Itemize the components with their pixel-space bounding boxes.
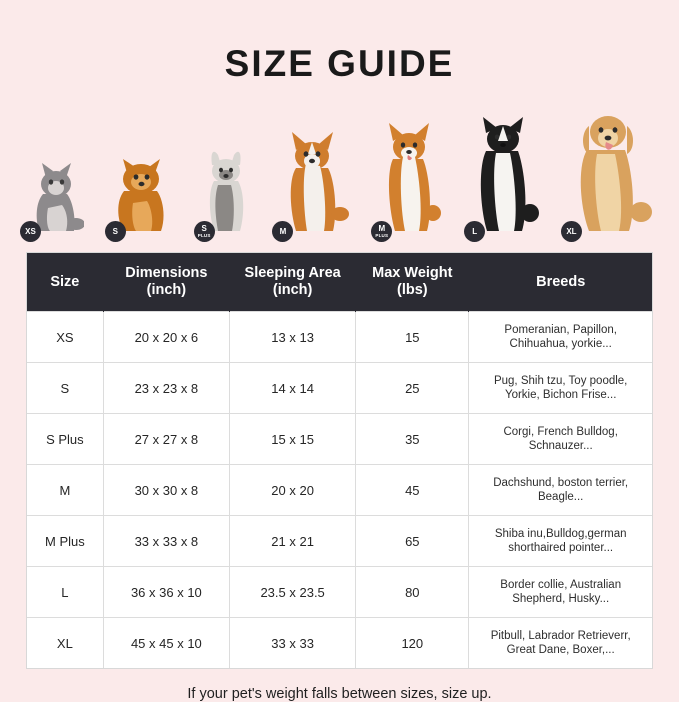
cell-size: L bbox=[27, 567, 103, 618]
th-sleeping-area-line1: Sleeping Area bbox=[244, 265, 341, 281]
cell-sleeping-area: 23.5 x 23.5 bbox=[230, 567, 356, 618]
th-size bbox=[27, 253, 103, 312]
border-collie-icon bbox=[470, 115, 540, 233]
pet-s-plus bbox=[197, 150, 252, 238]
badge-xs bbox=[20, 221, 41, 242]
shiba-inu-silhouette bbox=[377, 121, 443, 238]
page-title: SIZE GUIDE bbox=[224, 43, 455, 84]
cell-breeds: Pitbull, Labrador Retrieverr, Great Dane, Boxer,... bbox=[469, 618, 652, 669]
badge-label: XL bbox=[566, 226, 577, 236]
badge-s bbox=[105, 221, 126, 242]
th-breeds-line1: Breeds bbox=[536, 273, 586, 290]
cat-silhouette bbox=[26, 158, 84, 238]
corgi-icon bbox=[278, 128, 350, 233]
badge-m-plus bbox=[371, 221, 392, 242]
corgi-silhouette bbox=[278, 128, 350, 238]
cell-max-weight: 80 bbox=[356, 567, 469, 618]
pet-xs bbox=[26, 163, 84, 238]
cell-breeds: Shiba inu,Bulldog,german shorthaired pointer... bbox=[469, 516, 652, 567]
badge-label: L bbox=[472, 226, 478, 236]
pet-illustrations-row bbox=[26, 103, 653, 238]
badge-label: S bbox=[112, 226, 118, 236]
size-table-container bbox=[26, 252, 653, 669]
th-sleeping-area bbox=[230, 253, 356, 312]
pomeranian-silhouette bbox=[111, 151, 173, 238]
cell-breeds: Pug, Shih tzu, Toy poodle, Yorkie, Bichon Frise... bbox=[469, 363, 652, 414]
cell-sleeping-area: 13 x 13 bbox=[230, 312, 356, 363]
cell-max-weight: 15 bbox=[356, 312, 469, 363]
table-row bbox=[27, 618, 652, 669]
cell-breeds: Corgi, French Bulldog, Schnauzer... bbox=[469, 414, 652, 465]
th-max-weight-line2: (lbs) bbox=[397, 282, 428, 298]
pet-m-plus bbox=[377, 126, 443, 238]
cell-breeds: Pomeranian, Papillon, Chihuahua, yorkie... bbox=[469, 312, 652, 363]
cell-dimensions: 23 x 23 x 8 bbox=[103, 363, 229, 414]
cell-size: M bbox=[27, 465, 103, 516]
cell-dimensions: 27 x 27 x 8 bbox=[103, 414, 229, 465]
cell-breeds: Dachshund, boston terrier, Beagle... bbox=[469, 465, 652, 516]
golden-retriever-silhouette bbox=[567, 108, 653, 238]
cell-max-weight: 65 bbox=[356, 516, 469, 567]
table-row bbox=[27, 414, 652, 465]
footnote: If your pet's weight falls between sizes, size up. bbox=[187, 686, 492, 702]
table-row bbox=[27, 312, 652, 363]
cell-size: XL bbox=[27, 618, 103, 669]
border-collie-silhouette bbox=[470, 115, 540, 238]
cell-size: XS bbox=[27, 312, 103, 363]
cell-dimensions: 20 x 20 x 6 bbox=[103, 312, 229, 363]
french-bulldog-silhouette bbox=[197, 145, 252, 238]
badge-label: M bbox=[378, 224, 386, 233]
table-header-row bbox=[27, 253, 652, 312]
cell-size: S bbox=[27, 363, 103, 414]
pet-l bbox=[470, 120, 540, 238]
badge-sublabel: PLUS bbox=[197, 233, 211, 238]
badge-l bbox=[464, 221, 485, 242]
table-body bbox=[27, 312, 652, 669]
badge-label: XS bbox=[25, 226, 36, 236]
table-row bbox=[27, 465, 652, 516]
cell-dimensions: 30 x 30 x 8 bbox=[103, 465, 229, 516]
th-dimensions-line2: (inch) bbox=[146, 282, 187, 298]
th-size-line1: Size bbox=[50, 273, 80, 290]
th-max-weight bbox=[356, 253, 469, 312]
cell-sleeping-area: 15 x 15 bbox=[230, 414, 356, 465]
shiba-inu-icon bbox=[377, 121, 443, 233]
badge-xl bbox=[561, 221, 582, 242]
badge-label: S bbox=[201, 224, 207, 233]
table-header bbox=[27, 253, 652, 312]
th-max-weight-line1: Max Weight bbox=[372, 265, 453, 281]
pet-s bbox=[111, 156, 173, 238]
cell-sleeping-area: 20 x 20 bbox=[230, 465, 356, 516]
cell-sleeping-area: 21 x 21 bbox=[230, 516, 356, 567]
th-breeds bbox=[469, 253, 652, 312]
badge-m bbox=[272, 221, 293, 242]
table-row bbox=[27, 363, 652, 414]
cell-size: S Plus bbox=[27, 414, 103, 465]
pet-m bbox=[278, 133, 350, 238]
cell-breeds: Border collie, Australian Shepherd, Husky... bbox=[469, 567, 652, 618]
golden-retriever-icon bbox=[567, 108, 653, 233]
cell-max-weight: 45 bbox=[356, 465, 469, 516]
table-row bbox=[27, 516, 652, 567]
size-table bbox=[27, 253, 652, 668]
pomeranian-icon bbox=[111, 151, 173, 233]
badge-s-plus bbox=[194, 221, 215, 242]
cell-sleeping-area: 33 x 33 bbox=[230, 618, 356, 669]
badge-label: M bbox=[279, 226, 287, 236]
cell-size: M Plus bbox=[27, 516, 103, 567]
badge-sublabel: PLUS bbox=[375, 233, 389, 238]
cell-dimensions: 36 x 36 x 10 bbox=[103, 567, 229, 618]
th-sleeping-area-line2: (inch) bbox=[272, 282, 313, 298]
th-dimensions bbox=[103, 253, 229, 312]
cell-max-weight: 25 bbox=[356, 363, 469, 414]
cell-dimensions: 45 x 45 x 10 bbox=[103, 618, 229, 669]
cell-max-weight: 35 bbox=[356, 414, 469, 465]
th-dimensions-line1: Dimensions bbox=[125, 265, 208, 281]
cell-dimensions: 33 x 33 x 8 bbox=[103, 516, 229, 567]
pet-xl bbox=[567, 113, 653, 238]
cell-sleeping-area: 14 x 14 bbox=[230, 363, 356, 414]
table-row bbox=[27, 567, 652, 618]
cell-max-weight: 120 bbox=[356, 618, 469, 669]
french-bulldog-icon bbox=[200, 145, 252, 233]
